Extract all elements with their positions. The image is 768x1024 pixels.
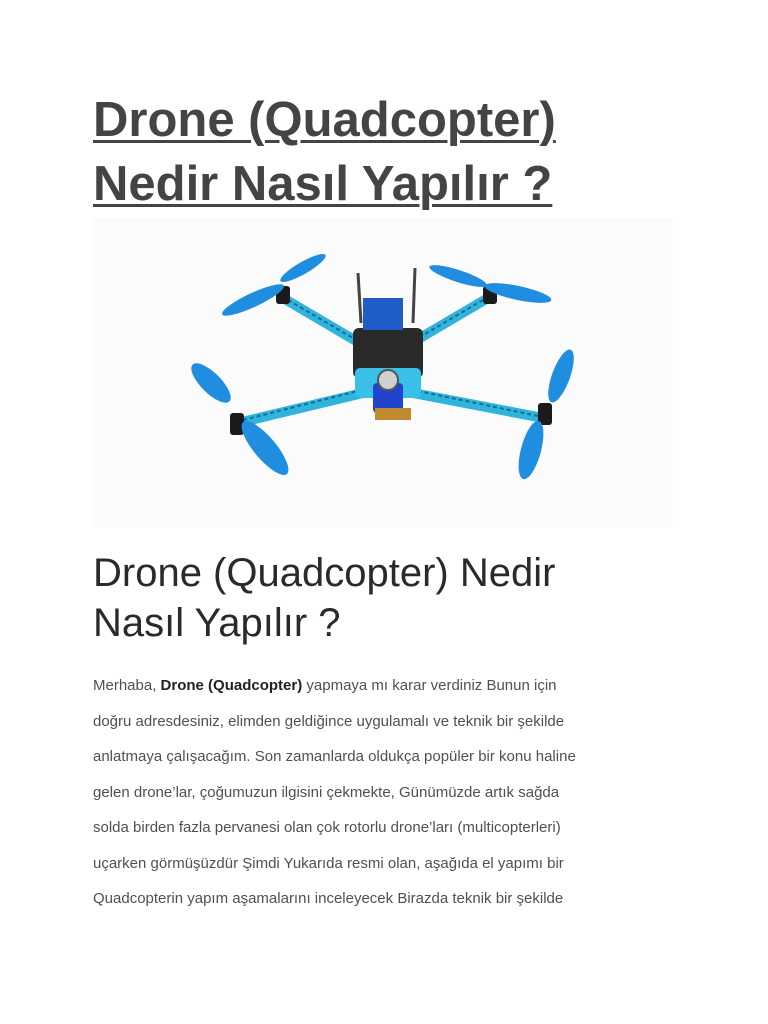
paragraph-line [93, 668, 673, 704]
paragraph-text: Merhaba, [93, 677, 161, 694]
heading-line-2: Nasıl Yapılır ? [93, 601, 341, 645]
heading-line-1: Drone (Quadcopter) Nedir [93, 551, 556, 595]
paragraph-line: solda birden fazla pervanesi olan çok rotorlu drone’ları (multicopterleri) [93, 819, 561, 836]
paragraph-line: uçarken görmüşüzdür Şimdi Yukarıda resmi olan, aşağıda el yapımı bir [93, 854, 564, 872]
paragraph-line: anlatmaya çalışacağım. Son zamanlarda oldukça popüler bir konu haline [93, 748, 576, 765]
paragraph-text: yapmaya mı karar verdiniz Bunun için [302, 677, 557, 694]
bold-term: Drone (Quadcopter) [160, 677, 303, 694]
paragraph-line: Quadcopterin yapım aşamalarını inceleyecek Birazda teknik bir şekilde [93, 890, 564, 907]
article-heading [93, 548, 673, 648]
article-paragraph [93, 668, 673, 917]
paragraph-line: doğru adresdesiniz, elimden geldiğince uygulamalı ve teknik bir şekilde [93, 712, 565, 730]
drone-image [93, 218, 673, 528]
quadcopter-drone-icon [93, 218, 673, 528]
paragraph-line: gelen drone’lar, çoğumuzun ilgisini çekmekte, Günümüzde artık sağda [93, 783, 560, 801]
title-line-1: Drone (Quadcopter) [93, 93, 556, 147]
article-title-link[interactable] [93, 88, 673, 216]
title-line-2: Nedir Nasıl Yapılır ? [93, 157, 553, 211]
